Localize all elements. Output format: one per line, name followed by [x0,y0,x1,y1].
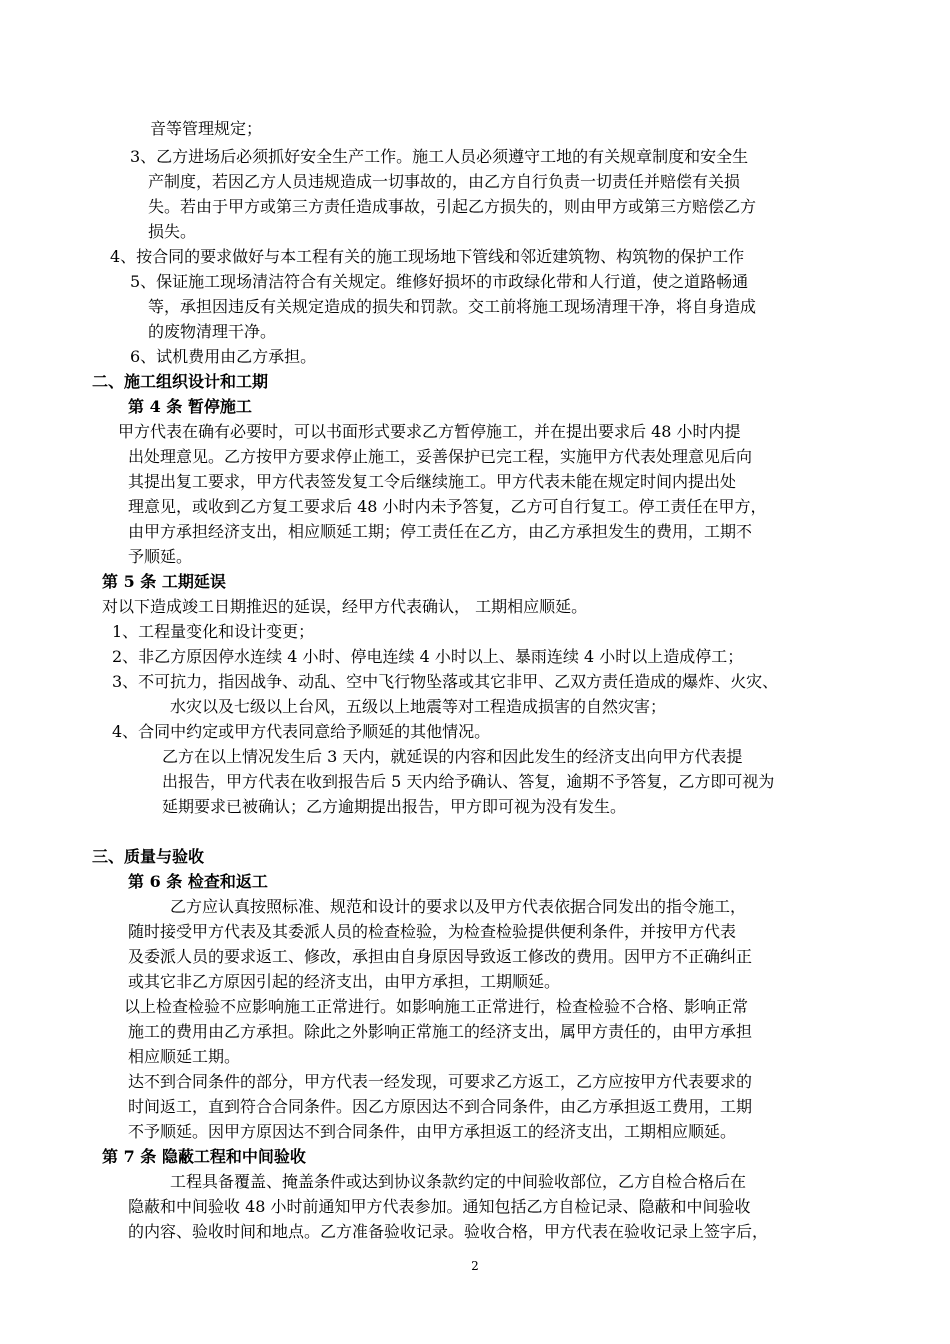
text-line: 乙方应认真按照标准、规范和设计的要求以及甲方代表依据合同发出的指令施工， [170,897,747,916]
text-line: 施工的费用由乙方承担。除此之外影响正常施工的经济支出，属甲方责任的，由甲方承担 [128,1022,753,1041]
list-item: 3、乙方进场后必须抓好安全生产工作。施工人员必须遵守工地的有关规章制度和安全生 [130,147,749,166]
list-item: 1、工程量变化和设计变更； [112,622,315,641]
article-heading: 第 6 条 检查和返工 [128,872,268,891]
text-line: 出报告，甲方代表在收到报告后 5 天内给予确认、答复，逾期不予答复，乙方即可视为 [162,772,775,791]
text-line: 工程具备覆盖、掩盖条件或达到协议条款约定的中间验收部位，乙方自检合格后在 [170,1172,747,1191]
article-heading: 第 5 条 工期延误 [102,572,226,591]
text-line: 由甲方承担经济支出，相应顺延工期；停工责任在乙方，由乙方承担发生的费用，工期不 [128,522,753,541]
article-heading: 第 4 条 暂停施工 [128,397,252,416]
text-line: 相应顺延工期。 [128,1047,241,1066]
section-heading: 二、施工组织设计和工期 [92,372,269,391]
list-item: 6、试机费用由乙方承担。 [130,347,317,366]
list-item: 4、按合同的要求做好与本工程有关的施工现场地下管线和邻近建筑物、构筑物的保护工作 [110,247,745,266]
text-line: 达不到合同条件的部分，甲方代表一经发现，可要求乙方返工，乙方应按甲方代表要求的 [128,1072,753,1091]
text-line: 甲方代表在确有必要时，可以书面形式要求乙方暂停施工，并在提出要求后 48 小时内提 [118,422,741,441]
text-line: 的内容、验收时间和地点。乙方准备验收记录。验收合格，甲方代表在验收记录上签字后， [128,1222,769,1241]
list-item: 2、非乙方原因停水连续 4 小时、停电连续 4 小时以上、暴雨连续 4 小时以上造成停工； [112,647,744,666]
text-line: 不予顺延。因甲方原因达不到合同条件，由甲方承担返工的经济支出，工期相应顺延。 [128,1122,737,1141]
text-line: 失。若由于甲方或第三方责任造成事故，引起乙方损失的，则由甲方或第三方赔偿乙方 [148,197,757,216]
section-heading: 三、质量与验收 [92,847,205,866]
text-line: 及委派人员的要求返工、修改，承担由自身原因导致返工修改的费用。因甲方不正确纠正 [128,947,753,966]
list-item: 3、不可抗力，指因战争、动乱、空中飞行物坠落或其它非甲、乙双方责任造成的爆炸、火灾、 [112,672,779,691]
text-line: 等，承担因违反有关规定造成的损失和罚款。交工前将施工现场清理干净，将自身造成 [148,297,757,316]
text-line: 或其它非乙方原因引起的经济支出，由甲方承担，工期顺延。 [128,972,561,991]
article-heading: 第 7 条 隐蔽工程和中间验收 [102,1147,306,1166]
page-number: 2 [471,1259,479,1273]
text-line: 的废物清理干净。 [148,322,277,341]
text-line: 其提出复工要求，甲方代表签发复工令后继续施工。甲方代表未能在规定时间内提出处 [128,472,737,491]
text-line: 延期要求已被确认；乙方逾期提出报告，甲方即可视为没有发生。 [162,797,627,816]
text-line: 时间返工，直到符合合同条件。因乙方原因达不到合同条件，由乙方承担返工费用，工期 [128,1097,753,1116]
text-line: 水灾以及七级以上台风，五级以上地震等对工程造成损害的自然灾害； [170,697,667,716]
text-line: 以上检查检验不应影响施工正常进行。如影响施工正常进行，检查检验不合格、影响正常 [124,997,749,1016]
text-line: 予顺延。 [128,547,193,566]
text-line: 乙方在以上情况发生后 3 天内，就延误的内容和因此发生的经济支出向甲方代表提 [162,747,743,766]
text-line: 损失。 [148,222,197,241]
text-line: 理意见，或收到乙方复工要求后 48 小时内未予答复，乙方可自行复工。停工责任在甲方， [128,497,767,516]
text-line: 随时接受甲方代表及其委派人员的检查检验，为检查检验提供便利条件，并按甲方代表 [128,922,737,941]
text-line: 音等管理规定； [150,119,263,138]
text-line: 隐蔽和中间验收 48 小时前通知甲方代表参加。通知包括乙方自检记录、隐蔽和中间验收 [128,1197,751,1216]
text-line: 出处理意见。乙方按甲方要求停止施工，妥善保护已完工程，实施甲方代表处理意见后向 [128,447,753,466]
list-item: 5、保证施工现场清洁符合有关规定。维修好损坏的市政绿化带和人行道，使之道路畅通 [130,272,749,291]
text-line: 对以下造成竣工日期推迟的延误，经甲方代表确认， 工期相应顺延。 [102,597,588,616]
list-item: 4、合同中约定或甲方代表同意给予顺延的其他情况。 [112,722,491,741]
text-line: 产制度，若因乙方人员违规造成一切事故的，由乙方自行负责一切责任并赔偿有关损 [148,172,741,191]
